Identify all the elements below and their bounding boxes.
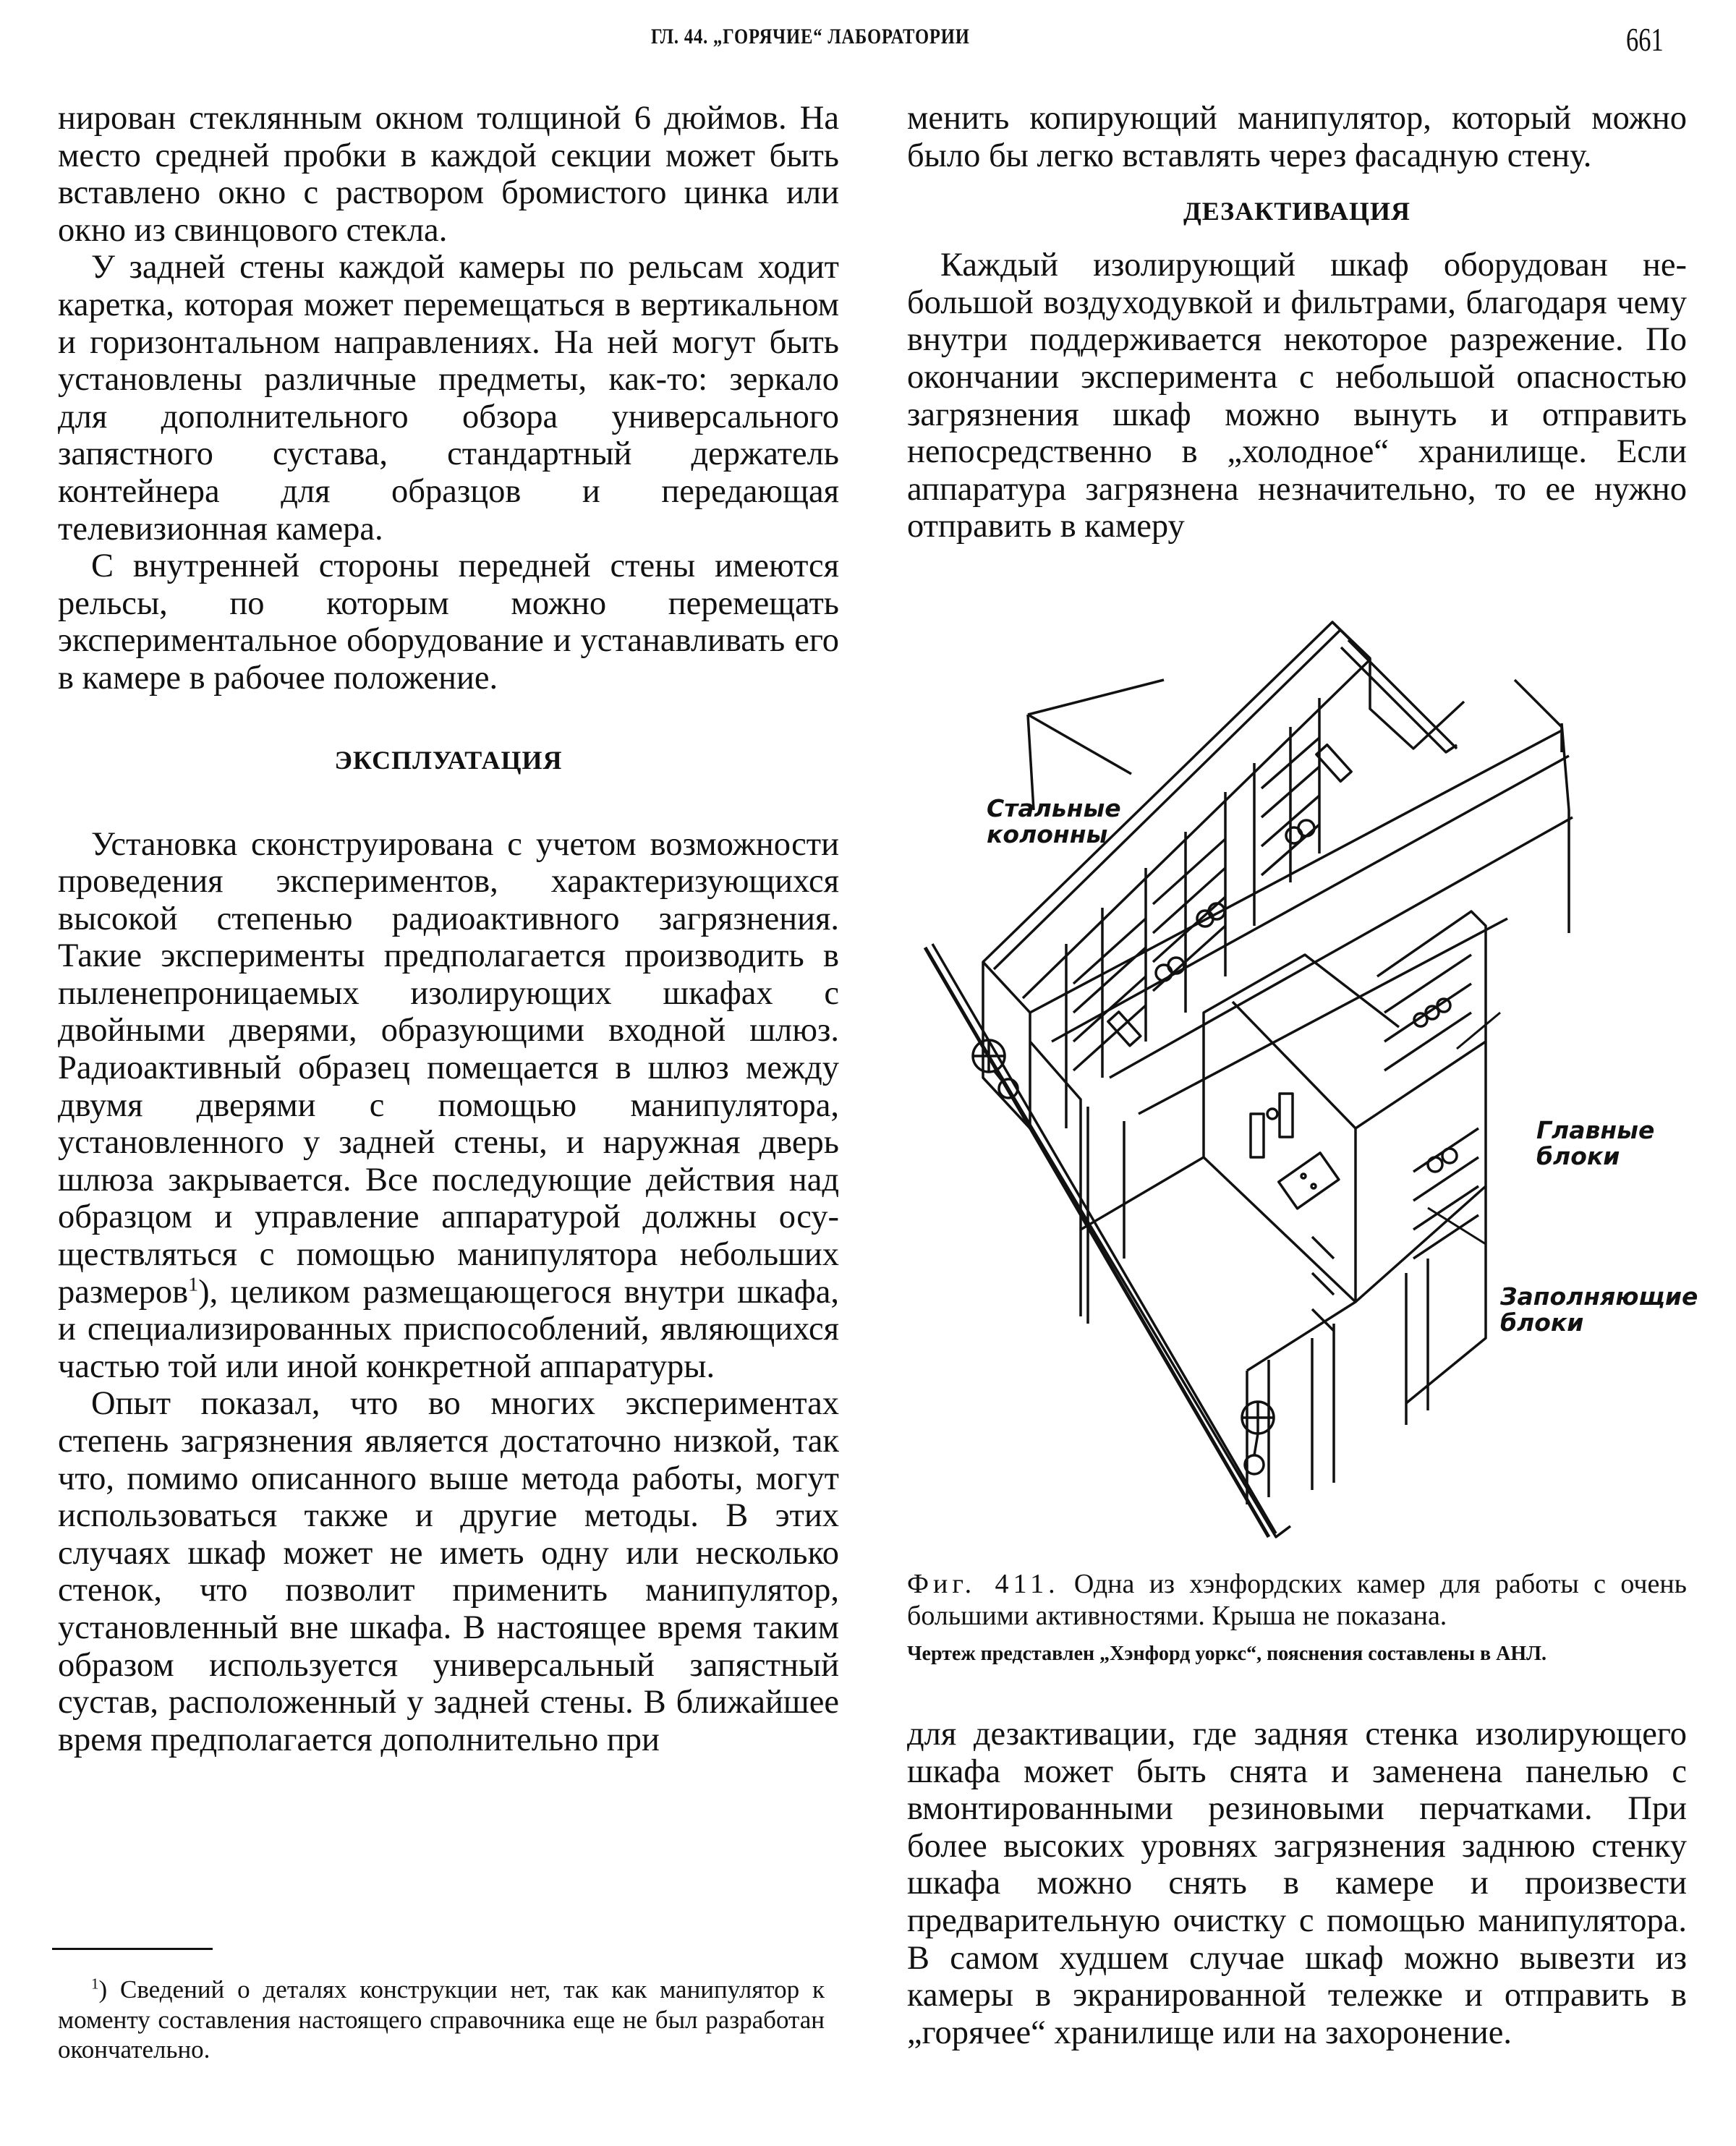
figure-hanford-cell: [907, 608, 1698, 1541]
paragraph-text: ), целиком размещающегося внутри шкафа, и специализированных приспособлений, являющихся частью той или иной конкретной аппаратуры.: [58, 1273, 839, 1385]
section-heading-operation: ЭКСПЛУАТАЦИЯ: [334, 745, 563, 775]
caption-main: [907, 1568, 1687, 1632]
footnote: [58, 1975, 825, 2065]
label-filler-blocks: [1500, 1284, 1698, 1336]
footnote-text: ) Сведений о деталях конструкции нет, так как манипулятор к моменту составления настоящего справочника еще не был разработан окончательно.: [58, 1975, 825, 2064]
paragraph: для дезактивации, где задняя стенка изолирующего шкафа может быть снята и заменена панелью с вмонтированными резиновыми перчатками. При более высоких уровнях загрязнения заднюю стенку шкафа можно снять в камере и произвести предварительную очистку с помощью манипулятора. В самом худшем случае шкаф можно вывезти из камеры в экранированной тележке и отправить в „горячее“ хранилище или на захоронение.: [907, 1716, 1687, 2051]
label-line: Заполняющие: [1500, 1282, 1698, 1311]
right-column-top: [907, 100, 1687, 545]
paragraph: Каждый изолирующий шкаф оборудован небольшой воздуходувкой и фильтрами, благодаря чему внутри поддерживается некоторое разрежение. По окончании эксперимента с небольшой опасностью загрязнения шкаф можно вынуть и отправить непосредственно в „холодное“ хранилище. Если аппаратура загрязнена незначительно, то ее нужно отправить в камеру: [907, 247, 1687, 545]
caption-text: Одна из хэнфордских камер для работы с очень большими активностями. Крыша не показана.: [907, 1569, 1687, 1631]
label-steel-columns: [987, 796, 1121, 848]
paragraph: нирован стеклянным окном толщиной 6 дюймов. На место средней пробки в каждой секции может быть вставлено окно с раствором бромистого цинка или окно из свинцового стекла.: [58, 100, 839, 249]
page-number: 661: [1626, 21, 1664, 58]
label-line: блоки: [1500, 1308, 1584, 1337]
paragraph: Опыт показал, что во многих экспериментах степень загрязнения является достаточно низкой, так что, помимо описанного выше метода работы, могут использоваться также и другие методы. В этих случаях шкаф может не иметь одну или несколько стенок, что позволит применить манипулятор, установленный вне шкафа. В настоящее время таким образом используется универсальный запястный сустав, расположенный у задней стены. В ближайшее время предполагается дополнительно при: [58, 1385, 839, 1758]
caption-credit: Чертеж представлен „Хэнфорд уоркс“, пояснения составлены в АНЛ.: [907, 1643, 1547, 1665]
paragraph: менить копирующий манипулятор, который можно было бы легко вставлять через фасадную стену.: [907, 100, 1687, 174]
section-heading-decontamination: ДЕЗАКТИВАЦИЯ: [1183, 197, 1411, 226]
label-line: колонны: [987, 820, 1108, 848]
paragraph-text: Установка сконструирована с учетом возможности проведения экспериментов, характеризующихся высокой степенью радиоактивного загрязнения. Такие эксперименты предполагается производить в пыленепроницаемых изолирующих шкафах с двойными дверями, образующими входной шлюз. Радиоактивный образец помещается в шлюз между двумя дверями с помощью манипулятора, установленного у задней стены, и наружная дверь шлюза закрывается. Все последующие действия над образцом и управление аппаратурой должны осуществляться с помощью манипулятора небольших размеров: [58, 825, 839, 1311]
running-title: ГЛ. 44. „ГОРЯЧИЕ“ ЛАБОРАТОРИИ: [651, 25, 970, 48]
footnote-divider: [52, 1948, 213, 1950]
figure-caption: [907, 1568, 1687, 1666]
right-column-bottom: [907, 1716, 1687, 2051]
left-column: [58, 100, 839, 1758]
paragraph: [58, 826, 839, 1386]
footnote-reference[interactable]: 1: [188, 1273, 199, 1296]
figure-number: Фиг. 411.: [907, 1569, 1060, 1599]
paragraph: С внутренней стороны передней стены имеются рельсы, по которым можно перемещать экспериментальное оборудование и устанавливать его в камере в рабочее положение.: [58, 548, 839, 697]
label-line: Главные: [1536, 1116, 1655, 1144]
cell-isometric-drawing-icon: [907, 608, 1688, 1541]
footnote-mark: 1: [91, 1975, 99, 1993]
label-line: блоки: [1536, 1142, 1620, 1170]
label-main-blocks: [1536, 1117, 1654, 1170]
label-line: Стальные: [987, 794, 1121, 822]
paragraph: У задней стены каждой камеры по рельсам ходит каретка, которая может перемещаться в вертикальном и горизонтальном направлениях. На ней могут быть установлены различные предметы, как-то: зеркало для дополнительного обзора универсального запястного сустава, стандартный держатель контейнера для образцов и передающая телевизионная камера.: [58, 249, 839, 548]
running-head: [0, 20, 1736, 64]
